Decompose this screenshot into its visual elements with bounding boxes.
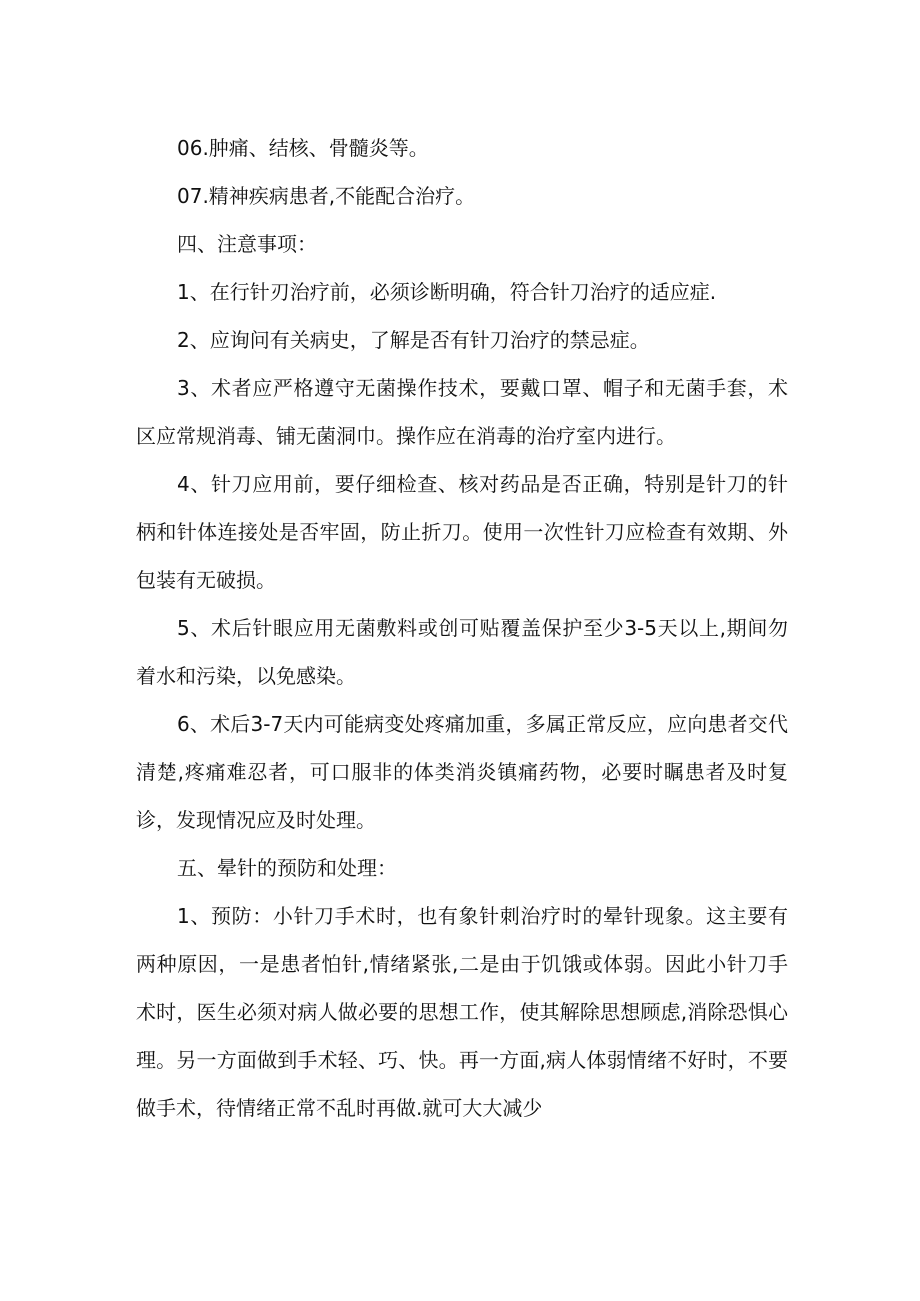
paragraph-precaution-5: 5、术后针眼应用无菌敷料或创可贴覆盖保护至少3-5天以上,期间勿着水和污染，以免感染。: [136, 616, 788, 688]
paragraph-precaution-2: 2、应询问有关病史，了解是否有针刀治疗的禁忌症。: [177, 328, 650, 352]
document-body: [136, 124, 788, 1132]
paragraph-precaution-1: 1、在行针刃治疗前，必须诊断明确，符合针刀治疗的适应症.: [177, 280, 717, 304]
paragraph-precaution-6: 6、术后3-7天内可能病变处疼痛加重，多属正常反应，应向患者交代清楚,疼痛难忍者，可口服非的体类消炎镇痛药物，必要时瞩患者及时复诊，发现情况应及时处理。: [136, 712, 788, 832]
section-heading-fainting: 五、晕针的预防和处理：: [177, 856, 397, 880]
paragraph-contraindication-07: 07.精神疾病患者,不能配合治疗。: [177, 184, 476, 208]
section-heading-precautions: 四、注意事项：: [177, 232, 317, 256]
paragraph-contraindication-06: 06.肿痛、结核、骨髓炎等。: [177, 136, 429, 160]
paragraph-fainting-prevention: 1、预防：小针刀手术时，也有象针刺治疗时的晕针现象。这主要有两种原因，一是患者怕针,情绪紧张,二是由于饥饿或体弱。因此小针刀手术时，医生必须对病人做必要的思想工作，使其解除思想顾虑,消除恐惧心理。另一方面做到手术轻、巧、快。再一方面,病人体弱情绪不好时，不要做手术，待情绪正常不乱时再做.就可大大减少: [136, 904, 788, 1120]
paragraph-precaution-3: 3、术者应严格遵守无菌操作技术，要戴口罩、帽子和无菌手套，术区应常规消毒、铺无菌洞巾。操作应在消毒的治疗室内进行。: [136, 376, 788, 448]
paragraph-precaution-4: 4、针刀应用前，要仔细检查、核对药品是否正确，特别是针刀的针柄和针体连接处是否牢固，防止折刀。使用一次性针刀应检查有效期、外包装有无破损。: [136, 472, 788, 592]
